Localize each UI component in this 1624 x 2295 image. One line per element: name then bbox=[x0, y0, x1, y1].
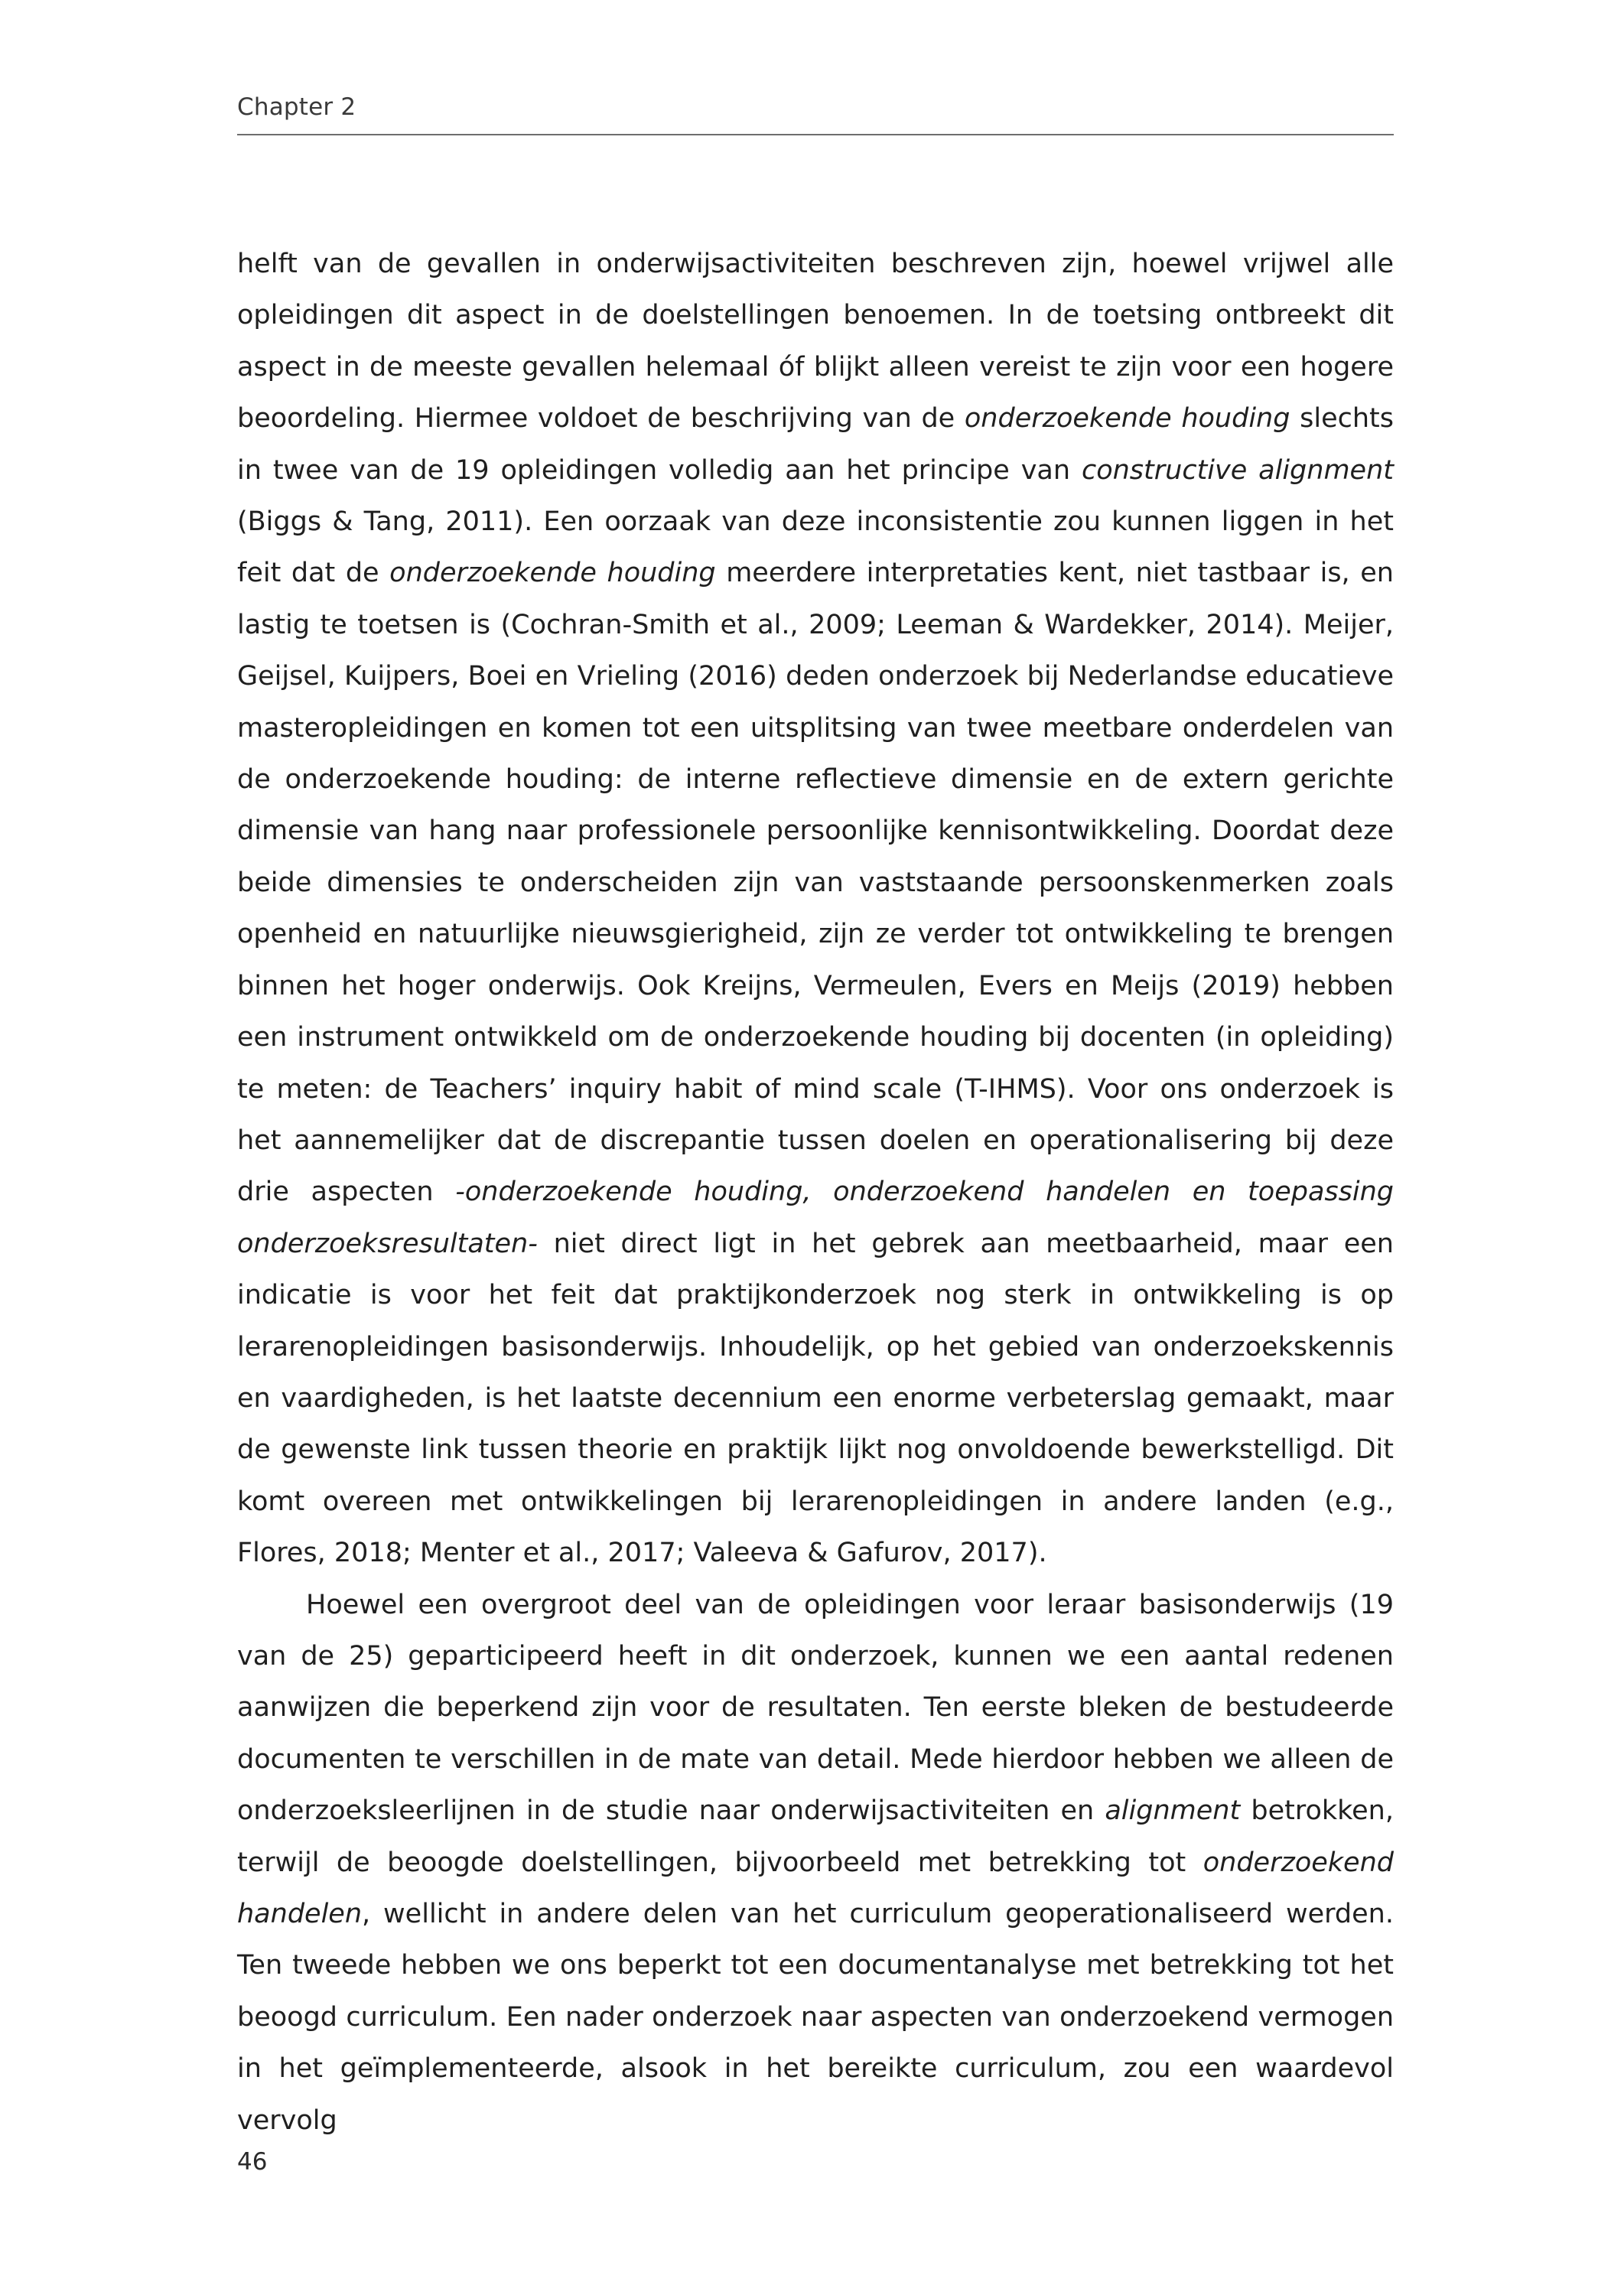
text-segment: , wellicht in andere delen van het curriculum geoperationaliseerd werden. Ten tweede hebben we ons beperkt tot een documentanalyse met betrekking tot het beoogd curriculum. Een nader onderzoek naar aspecten van onderzoekend vermogen in het geïmplementeerde, alsook in het bereikte curriculum, zou een waardevol vervolg bbox=[237, 1899, 1394, 2136]
italic-term: constructive alignment bbox=[1081, 454, 1394, 486]
header-rule bbox=[237, 134, 1394, 135]
italic-term: -onderzoekende houding, onderzoekend handelen en toepassing onderzoeksresultaten- bbox=[237, 1177, 1394, 1259]
italic-term: alignment bbox=[1105, 1795, 1241, 1827]
page-number: 46 bbox=[237, 2148, 268, 2176]
paragraph bbox=[237, 239, 1394, 1580]
paragraph bbox=[237, 1580, 1394, 2147]
text-segment: (Biggs & Tang, 2011). Een oorzaak van deze inconsistentie zou kunnen liggen in het feit dat de bbox=[237, 506, 1394, 589]
text-segment: helft van de gevallen in onderwijsactiviteiten beschreven zijn, hoewel vrijwel alle opleidingen dit aspect in de doelstellingen benoemen. In de toetsing ontbreekt dit aspect in de meeste gevallen helemaal óf blijkt alleen vereist te zijn voor een hogere beoordeling. Hiermee voldoet de beschrijving van de bbox=[237, 249, 1394, 435]
text-segment: betrokken, terwijl de beoogde doelstellingen, bijvoorbeeld met betrekking tot bbox=[237, 1795, 1394, 1878]
italic-term: onderzoekende houding bbox=[964, 403, 1290, 435]
text-segment: slechts in twee van de 19 opleidingen volledig aan het principe van bbox=[237, 403, 1394, 486]
text-segment: niet direct ligt in het gebrek aan meetbaarheid, maar een indicatie is voor het feit dat praktijkonderzoek nog sterk in ontwikkeling is op lerarenopleidingen basisonderwijs. Inhoudelijk, op het gebied van onderzoekskennis en vaardigheden, is het laatste decennium een enorme verbeterslag gemaakt, maar de gewenste link tussen theorie en praktijk lijkt nog onvoldoende bewerkstelligd. Dit komt overeen met ontwikkelingen bij lerarenopleidingen in andere landen (e.g., Flores, 2018; Menter et al., 2017; Valeeva & Gafurov, 2017). bbox=[237, 1228, 1394, 1569]
text-segment: Hoewel een overgroot deel van de opleidingen voor leraar basisonderwijs (19 van de 25) geparticipeerd heeft in dit onderzoek, kunnen we een aantal redenen aanwijzen die beperkend zijn voor de resultaten. Ten eerste bleken de bestudeerde documenten te verschillen in de mate van detail. Mede hierdoor hebben we alleen de onderzoeksleerlijnen in de studie naar onderwijsactiviteiten en bbox=[237, 1589, 1394, 1827]
text-segment: meerdere interpretaties kent, niet tastbaar is, en lastig te toetsen is (Cochran-Smith et al., 2009; Leeman & Wardekker, 2014). Meijer, Geijsel, Kuijpers, Boei en Vrieling (2016) deden onderzoek bij Nederlandse educatieve masteropleidingen en komen tot een uitsplitsing van twee meetbare onderdelen van de onderzoekende houding: de interne reflectieve dimensie en de extern gerichte dimensie van hang naar professionele persoonlijke kennisontwikkeling. Doordat deze beide dimensies te onderscheiden zijn van vaststaande persoonskenmerken zoals openheid en natuurlijke nieuwsgierigheid, zijn ze verder tot ontwikkeling te brengen binnen het hoger onderwijs. Ook Kreijns, Vermeulen, Evers en Meijs (2019) hebben een instrument ontwikkeld om de onderzoekende houding bij docenten (in opleiding) te meten: de Teachers’ inquiry habit of mind scale (T-IHMS). Voor ons onderzoek is het aannemelijker dat de discrepantie tussen doelen en operationalisering bij deze drie aspecten bbox=[237, 558, 1394, 1208]
italic-term: onderzoekende houding bbox=[389, 558, 716, 589]
italic-term: onderzoekend handelen bbox=[237, 1847, 1394, 1929]
running-head: Chapter 2 bbox=[237, 93, 356, 121]
body-text bbox=[237, 239, 1394, 2147]
